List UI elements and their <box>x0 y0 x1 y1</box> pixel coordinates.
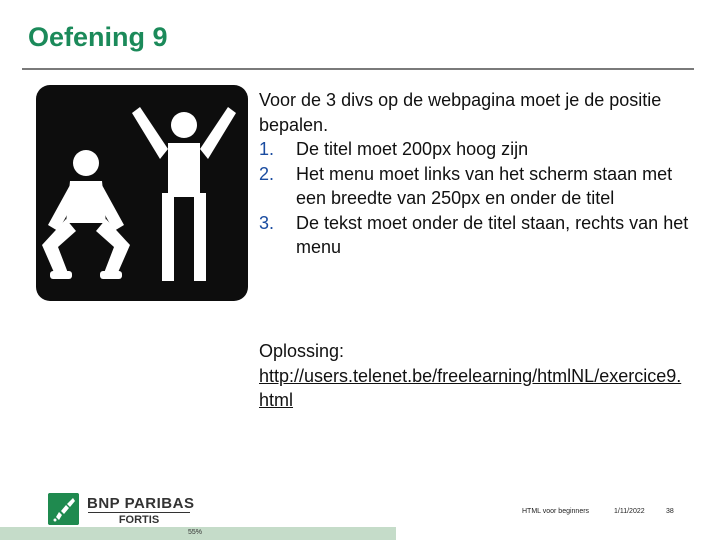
list-number: 1. <box>259 139 275 159</box>
progress-bar <box>0 527 396 540</box>
footer-page-number: 38 <box>666 508 674 515</box>
list-item <box>259 162 699 211</box>
bnp-paribas-logo-icon <box>48 493 79 525</box>
footer-date: 1/11/2022 <box>614 508 645 515</box>
title-divider <box>22 68 694 70</box>
footer-course: HTML voor beginners <box>522 508 590 515</box>
list-item <box>259 211 699 260</box>
exercise-pictogram-icon <box>36 85 248 301</box>
intro-text: Voor de 3 divs op de webpagina moet je de positie bepalen. <box>259 90 662 135</box>
list-text: De tekst moet onder de titel staan, rechts van het menu <box>296 212 689 257</box>
requirements-list <box>259 137 699 260</box>
slide-title: Oefening 9 <box>28 22 168 52</box>
exercise-instructions <box>259 88 699 260</box>
solution-link[interactable]: http://users.telenet.be/freelearning/htmlNL/exercice9.html <box>259 365 682 410</box>
list-number: 2. <box>259 163 275 184</box>
list-text: De titel moet 200px hoog zijn <box>296 139 529 159</box>
logo-subtitle: FORTIS <box>88 512 190 527</box>
solution-label: Oplossing: <box>259 341 345 361</box>
solution-block <box>259 339 689 413</box>
list-text: Het menu moet links van het scherm staan met een breedte van 250px en onder de titel <box>296 163 673 208</box>
progress-label: 55% <box>188 529 203 536</box>
list-number: 3. <box>259 212 275 233</box>
logo-name: BNP PARIBAS <box>87 495 195 512</box>
list-item <box>259 137 699 162</box>
